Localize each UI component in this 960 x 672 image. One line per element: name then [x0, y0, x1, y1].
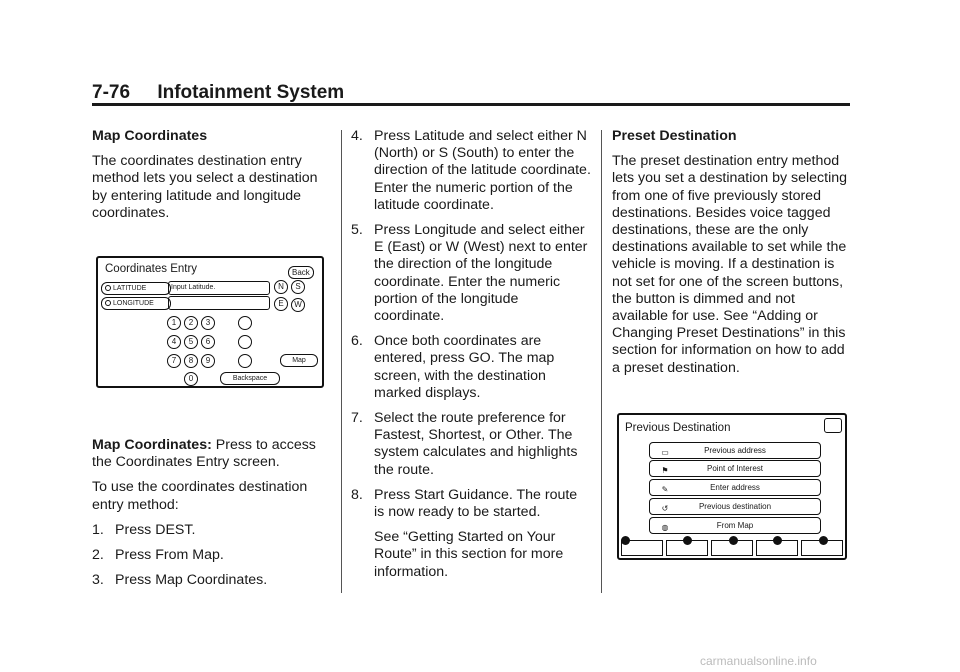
globe-icon: ◍: [661, 523, 669, 532]
paragraph: The coordinates destination entry method lets you select a destination by entering latitude and longitude coordinates.: [92, 153, 318, 221]
paragraph: To use the coordinates destination entry method:: [92, 479, 308, 513]
step-number: 4.: [351, 128, 363, 144]
map-button[interactable]: Map: [280, 354, 318, 367]
row-label: From Map: [716, 521, 754, 530]
key-1[interactable]: 1: [167, 316, 181, 330]
page-header: [92, 82, 344, 104]
section-title: Infotainment System: [157, 82, 345, 103]
key-5[interactable]: 5: [184, 335, 198, 349]
minute-key[interactable]: [238, 335, 252, 349]
column-divider: [341, 130, 342, 593]
row-label: Point of Interest: [706, 464, 764, 473]
step-number: 6.: [351, 333, 363, 350]
step-text: Press From Map.: [115, 547, 224, 564]
column-3: [612, 128, 852, 385]
preset-dot: [819, 536, 828, 545]
poi-icon: ⚑: [661, 466, 669, 475]
step-text: Press Start Guidance. The route is now ready to be started.: [374, 486, 578, 521]
step-text: Press Map Coordinates.: [115, 572, 268, 589]
decimal-key[interactable]: [238, 354, 252, 368]
column-divider: [601, 130, 602, 593]
coordinates-entry-screen: [96, 256, 324, 388]
key-9[interactable]: 9: [201, 354, 215, 368]
pencil-icon: ✎: [661, 485, 669, 494]
step-text: Press Latitude and select either N (North) or S (South) to enter the direction of the latitude coordinate. Enter the numeric portion of the latitude coordinate.: [374, 128, 591, 213]
latitude-button[interactable]: [101, 282, 171, 295]
key-4[interactable]: 4: [167, 335, 181, 349]
previous-destination-screen: [617, 413, 847, 560]
step-text: Once both coordinates are entered, press GO. The map screen, with the destination marked displays.: [374, 333, 555, 401]
header-rule: [92, 103, 850, 106]
list-item: [92, 522, 332, 539]
key-3[interactable]: 3: [201, 316, 215, 330]
longitude-input[interactable]: [168, 296, 270, 310]
east-button[interactable]: E: [274, 297, 288, 311]
row-label: Previous destination: [698, 502, 772, 511]
step-number: 2.: [92, 547, 104, 564]
longitude-label: LONGITUDE: [113, 300, 154, 307]
watermark: carmanualsonline.info: [700, 654, 817, 668]
section-heading: Preset Destination: [612, 128, 737, 144]
latitude-input[interactable]: Input Latitude.: [168, 281, 270, 295]
key-2[interactable]: 2: [184, 316, 198, 330]
list-item: [351, 410, 591, 479]
previous-address-button[interactable]: [649, 442, 821, 459]
step-number: 3.: [92, 572, 104, 589]
list-item: [351, 222, 591, 325]
back-button[interactable]: Back: [288, 266, 314, 279]
paragraph: [92, 437, 332, 471]
step-text: Select the route preference for Fastest, Shortest, or Other. The system calculates and highlights the route.: [374, 410, 578, 478]
term-description: Press to access the Coordinates Entry screen.: [92, 437, 316, 471]
list-item: [351, 333, 591, 402]
latitude-label: LATITUDE: [113, 285, 147, 292]
key-7[interactable]: 7: [167, 354, 181, 368]
paragraph: The preset destination entry method lets you set a destination by selecting from one of five previously stored destinations. Besides voice tagged destinations, these are the only destinations available to set while the vehicle is moving. If a destination is not set for one of the screen buttons, the button is dimmed and not available for use. See “Adding or Changing Preset Destinations” in this section for information on how to add a preset destination.: [612, 153, 848, 376]
list-item: [92, 572, 332, 589]
row-label: Previous address: [704, 446, 766, 455]
list-item: [351, 487, 591, 521]
degree-key[interactable]: [238, 316, 252, 330]
section-heading: Map Coordinates: [92, 128, 208, 144]
west-button[interactable]: W: [291, 298, 305, 312]
preset-bar: [621, 540, 843, 556]
previous-destination-button[interactable]: [649, 498, 821, 515]
row-label: Enter address: [710, 483, 760, 492]
page-number: 7-76: [92, 82, 131, 103]
longitude-button[interactable]: [101, 297, 171, 310]
enter-address-button[interactable]: [649, 479, 821, 496]
preset-dot: [773, 536, 782, 545]
south-button[interactable]: S: [291, 280, 305, 294]
point-of-interest-button[interactable]: [649, 460, 821, 477]
history-icon: ↺: [661, 504, 669, 513]
key-8[interactable]: 8: [184, 354, 198, 368]
step-number: 7.: [351, 410, 363, 427]
preset-dot: [621, 536, 630, 545]
screen-title: Previous Destination: [625, 422, 731, 434]
term: Map Coordinates:: [92, 437, 212, 454]
screen-title: Coordinates Entry: [105, 263, 198, 275]
menu-icon[interactable]: [824, 418, 842, 433]
backspace-button[interactable]: Backspace: [220, 372, 280, 385]
preset-dot: [729, 536, 738, 545]
list-item: [351, 128, 591, 214]
step-number: 5.: [351, 222, 363, 239]
step-number: 8.: [351, 486, 363, 503]
step-text: Press DEST.: [115, 521, 196, 538]
address-icon: ▭: [661, 448, 669, 457]
key-0[interactable]: 0: [184, 372, 198, 386]
column-2: [351, 128, 591, 589]
preset-dot: [683, 536, 692, 545]
list-item: [92, 547, 332, 564]
step-text: Press Longitude and select either E (East) or W (West) next to enter the direction of the longitude coordinate. Enter the numeric portion of the longitude coordinate.: [374, 222, 588, 325]
from-map-button[interactable]: [649, 517, 821, 534]
north-button[interactable]: N: [274, 280, 288, 294]
paragraph: See “Getting Started on Your Route” in this section for more information.: [374, 529, 564, 580]
step-number: 1.: [92, 521, 104, 538]
key-6[interactable]: 6: [201, 335, 215, 349]
